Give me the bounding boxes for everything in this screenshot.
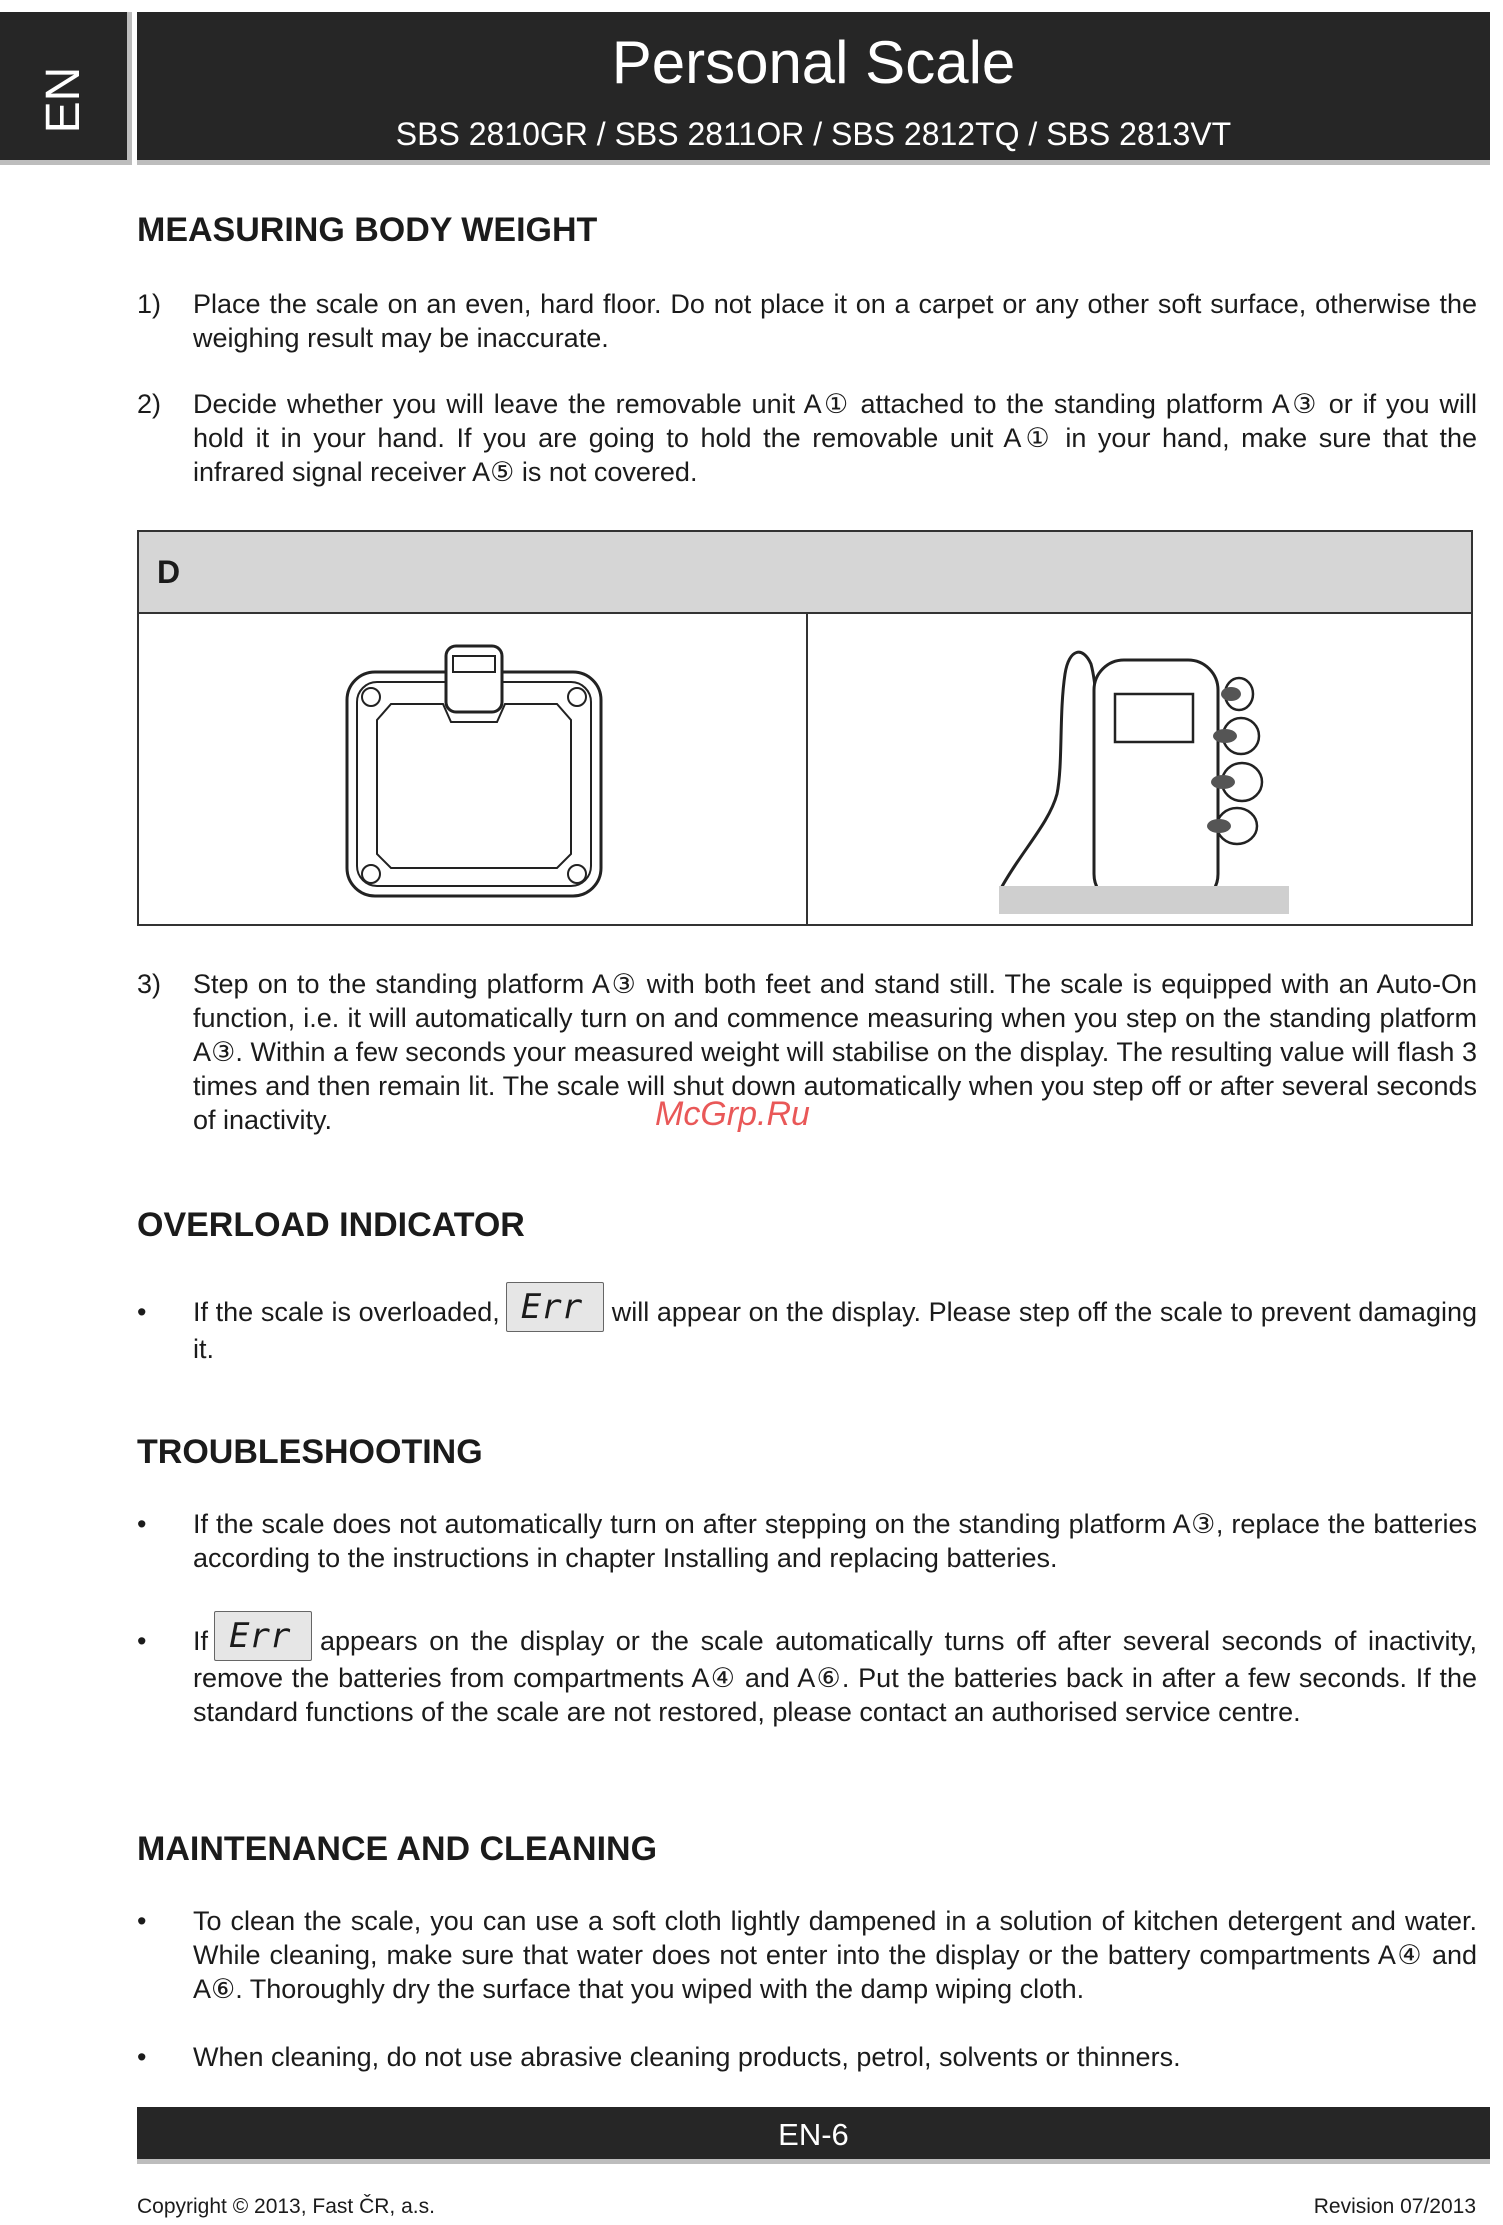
language-tab <box>0 12 127 160</box>
item-marker: 1) <box>137 289 162 319</box>
fingernail-icon <box>1211 775 1235 789</box>
bullet: • <box>137 1297 147 1327</box>
list-item <box>137 2040 1477 2074</box>
heading-overload: OVERLOAD INDICATOR <box>137 1206 525 1244</box>
figure-d <box>137 530 1473 926</box>
figure-label: D <box>157 554 181 590</box>
bullet: • <box>137 1906 147 1936</box>
bullet: • <box>137 1626 147 1656</box>
header-bar <box>137 12 1490 160</box>
tab-shadow <box>0 160 127 165</box>
footer-shadow <box>137 2159 1490 2164</box>
page-title: Personal Scale <box>611 29 1016 96</box>
overload-text-before: If the scale is overloaded, <box>193 1297 500 1327</box>
list-item <box>137 1615 1477 1729</box>
fingernail-icon <box>1207 819 1231 833</box>
bullet: • <box>137 1509 147 1539</box>
list-item <box>137 1904 1477 2006</box>
list-item <box>137 1286 1477 1366</box>
heading-troubleshooting: TROUBLESHOOTING <box>137 1433 483 1471</box>
page-number: EN-6 <box>778 2117 849 2152</box>
revision: Revision 07/2013 <box>1313 2195 1476 2218</box>
tab-edge <box>127 12 132 165</box>
fingernail-icon <box>1221 687 1241 701</box>
unit-lcd-icon <box>1115 694 1193 742</box>
list-item <box>137 287 1477 355</box>
figure-divider <box>806 612 808 924</box>
trouble-text-before: If <box>193 1626 209 1656</box>
language-code: EN <box>36 66 90 134</box>
figure-header <box>139 532 1471 614</box>
heading-maintenance: MAINTENANCE AND CLEANING <box>137 1830 658 1868</box>
model-numbers: SBS 2810GR / SBS 2811OR / SBS 2812TQ / SBS 2813VT <box>395 116 1232 152</box>
item-text <box>193 1615 1477 1729</box>
item-text: If the scale does not automatically turn on after stepping on the standing platform A③, replace the batteries according to the instructions in chapter Installing and replacing batteries. <box>193 1509 1477 1573</box>
item-marker: 2) <box>137 389 162 419</box>
palm-shadow-icon <box>999 886 1289 914</box>
copyright: Copyright © 2013, Fast ČR, a.s. <box>137 2195 435 2218</box>
watermark: McGrp.Ru <box>655 1095 810 1133</box>
bullet: • <box>137 2042 147 2072</box>
item-text: Decide whether you will leave the removable unit A① attached to the standing platform A③ or if you will hold it in your hand. If you are going to hold the removable unit A① in your hand, make sure that the infrared signal receiver A⑤ is not covered. <box>193 389 1477 487</box>
lcd-code: Err <box>520 1286 583 1327</box>
item-text: When cleaning, do not use abrasive cleaning products, petrol, solvents or thinners. <box>193 2042 1181 2072</box>
fingernail-icon <box>1213 729 1237 743</box>
item-text: Place the scale on an even, hard floor. Do not place it on a carpet or any other soft surface, otherwise the weighing result may be inaccurate. <box>193 289 1477 353</box>
footer-bar <box>137 2107 1490 2159</box>
lcd-code: Err <box>229 1615 291 1656</box>
heading-measuring: MEASURING BODY WEIGHT <box>137 211 598 249</box>
hand-holding-display-unit-illustration <box>999 624 1289 914</box>
overload-text-after: will appear on the display. Please step off the scale to prevent damaging it. <box>193 1297 1477 1364</box>
thumb-icon <box>999 652 1099 904</box>
scale-platform-illustration <box>339 642 619 912</box>
list-item <box>137 1507 1477 1575</box>
item-marker: 3) <box>137 969 162 999</box>
item-text <box>193 1286 1477 1366</box>
trouble-text-after: appears on the display or the scale automatically turns off after several seconds of inactivity, remove the batteries from compartments A④ and A⑥. Put the batteries back in after a few seconds. If the standard functions of the scale are not restored, please contact an authorised service centre. <box>193 1626 1477 1727</box>
header-shadow <box>137 160 1490 165</box>
lcd-err-display <box>506 1282 604 1332</box>
item-text: To clean the scale, you can use a soft cloth lightly dampened in a solution of kitchen detergent and water. While cleaning, make sure that water does not enter into the display or the battery compartments A④ and A⑥. Thoroughly dry the surface that you wiped with the damp wiping cloth. <box>193 1906 1477 2004</box>
list-item <box>137 387 1477 489</box>
lcd-err-display <box>214 1611 312 1661</box>
item-text: Step on to the standing platform A③ with both feet and stand still. The scale is equipped with an Auto-On function, i.e. it will automatically turn on and commence measuring when you step on the standing platform A③. Within a few seconds your measured weight will stabilise on the display. The resulting value will flash 3 times and then remain lit. The scale will shut down automatically when you step off or after several seconds of inactivity. <box>193 969 1477 1135</box>
